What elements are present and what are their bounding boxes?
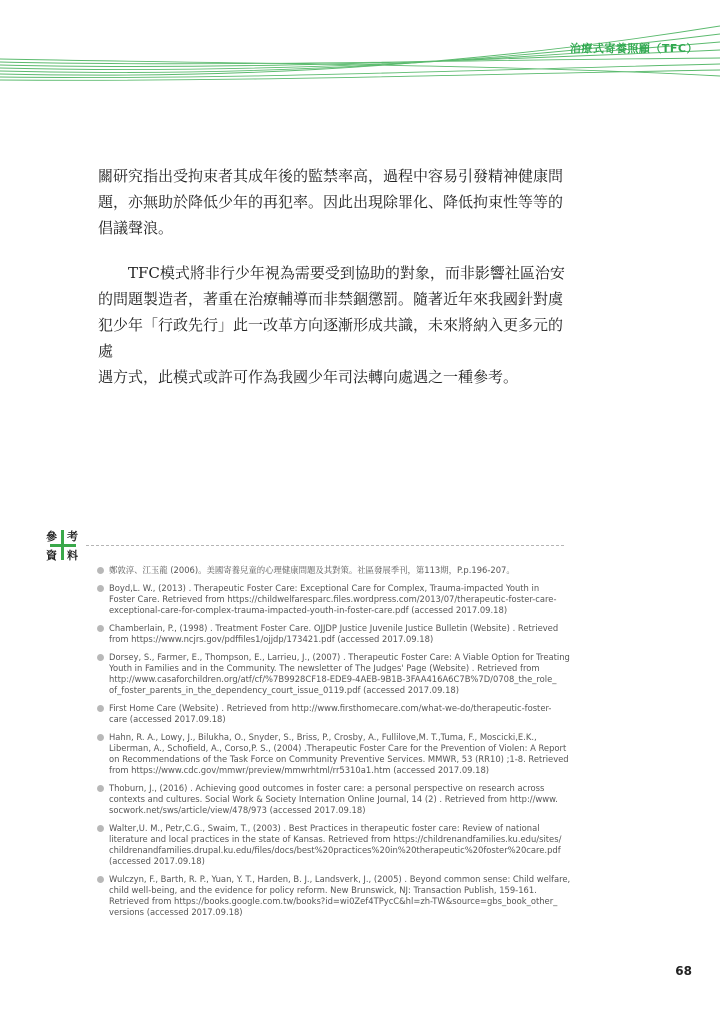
paragraph-2-line: TFC模式將非行少年視為需要受到協助的對象，而非影響社區治安 [128, 264, 565, 282]
references-divider [86, 545, 564, 546]
bullet-icon [97, 705, 104, 712]
reference-line: child well-being, and the evidence for policy reform. New Brunswick, NJ: Transaction Publish, 159-161. [109, 885, 537, 895]
reference-line: Youth in Families and in the Community. The newsletter of The Judges' Page (Website) . Retrieved from [109, 663, 540, 673]
reference-line: Wulczyn, F., Barth, R. P., Yuan, Y. T., Harden, B. J., Landsverk, J., (2005) . Beyond common sense: Child welfare, [109, 874, 571, 884]
heading-char: 參 [46, 530, 57, 543]
reference-line: versions (accessed 2017.09.18) [109, 907, 243, 917]
reference-line: childrenandfamilies.drupal.ku.edu/files/docs/best%20practices%20in%20therapeutic%20foster%20care.pdf [109, 845, 561, 855]
reference-line: (accessed 2017.09.18) [109, 856, 205, 866]
reference-item [97, 623, 567, 645]
reference-line: Liberman, A., Schofield, A., Corso,P. S., (2004) .Therapeutic Foster Care for the Prevention of Violen: A Report [109, 743, 567, 753]
bullet-icon [97, 625, 104, 632]
reference-line: Walter,U. M., Petr,C.G., Swaim, T., (2003) . Best Practices in therapeutic foster care: Review of national [109, 823, 540, 833]
reference-line: Foster Care. Retrieved from https://childwelfaresparc.files.wordpress.com/2013/07/therapeutic-foster-care- [109, 594, 557, 604]
reference-item [97, 874, 571, 918]
reference-line: Chamberlain, P., (1998) . Treatment Foster Care. OJJDP Justice Juvenile Justice Bulletin (Website) . Retrieved [109, 623, 559, 633]
reference-line: exceptional-care-for-complex-trauma-impacted-youth-in-foster-care.pdf (accessed 2017.09.18) [109, 605, 508, 615]
reference-line: Dorsey, S., Farmer, E., Thompson, E., Larrieu, J., (2007) . Therapeutic Foster Care: A Viable Option for Treating [109, 652, 570, 662]
running-header-title: 治療式寄養照顧（TFC） [569, 42, 698, 55]
body-paragraph-1: 關研究指出受拘束者其成年後的監禁率高，過程中容易引發精神健康問題，亦無助於降低少年的再犯率。因此出現除罪化、降低拘束性等等的倡議聲浪。 [98, 167, 564, 237]
reference-item [97, 823, 567, 867]
reference-line: literature and local practices in the state of Kansas. Retrieved from https://childrenandfamilies.ku.edu/sites/ [109, 834, 562, 844]
bullet-icon [97, 876, 104, 883]
reference-item [97, 783, 567, 816]
bullet-icon [97, 654, 104, 661]
reference-item [97, 732, 567, 776]
reference-line: Retrieved from https://books.google.com.tw/books?id=wi0Zef4TPycC&hl=zh-TW&source=gbs_book_other_ [109, 896, 558, 906]
reference-line: http://www.casaforchildren.org/atf/cf/%7B9928CF18-EDE9-4AEB-9B1B-3FAA416A6C7B%7D/0708_the_role_ [109, 674, 557, 684]
bullet-icon [97, 785, 104, 792]
reference-line: 鄭敦淳、江玉龍 (2006)。美國寄養兒童的心理健康問題及其對策。社區發展季刊，第113期，P.p.196-207。 [109, 565, 515, 575]
references-heading [44, 528, 84, 562]
heading-char: 料 [67, 549, 78, 562]
reference-item [97, 583, 567, 616]
bullet-icon [97, 585, 104, 592]
reference-line: Hahn, R. A., Lowy, J., Bilukha, O., Snyder, S., Briss, P., Crosby, A., Fullilove,M. T.,Tuma, F., Moscicki,E.K., [109, 732, 537, 742]
reference-line: on Recommendations of the Task Force on Community Preventive Services. MMWR, 53 (RR10) ;1-8. Retrieved [109, 754, 569, 764]
reference-line: from https://www.cdc.gov/mmwr/preview/mmwrhtml/rr5310a1.htm (accessed 2017.09.18) [109, 765, 490, 775]
paragraph-2-line: 犯少年「行政先行」此一改革方向逐漸形成共識，未來將納入更多元的處 [98, 316, 564, 360]
reference-line: socwork.net/sws/article/view/478/973 (accessed 2017.09.18) [109, 805, 366, 815]
reference-list [97, 565, 571, 925]
bullet-icon [97, 567, 104, 574]
heading-char: 考 [67, 530, 78, 543]
page-number: 68 [675, 964, 692, 978]
reference-line: First Home Care (Website) . Retrieved from http://www.firsthomecare.com/what-we-do/therapeutic-foster- [109, 703, 552, 713]
reference-line: of_foster_parents_in_the_dependency_court_issue_0119.pdf (accessed 2017.09.18) [109, 685, 459, 695]
heading-char: 資 [46, 549, 57, 562]
reference-item [97, 565, 567, 576]
paragraph-2-line: 遇方式，此模式或許可作為我國少年司法轉向處遇之一種參考。 [98, 368, 519, 386]
reference-line: care (accessed 2017.09.18) [109, 714, 226, 724]
reference-line: Thoburn, J., (2016) . Achieving good outcomes in foster care: a personal perspective on research across [109, 783, 545, 793]
bullet-icon [97, 734, 104, 741]
reference-line: Boyd,L. W., (2013) . Therapeutic Foster Care: Exceptional Care for Complex, Trauma-impacted Youth in [109, 583, 540, 593]
body-paragraph-2 [98, 260, 568, 390]
paragraph-2-line: 的問題製造者，著重在治療輔導而非禁錮懲罰。隨著近年來我國針對虞 [98, 290, 564, 308]
reference-item [97, 652, 570, 696]
bullet-icon [97, 825, 104, 832]
reference-item [97, 703, 567, 725]
reference-line: from https://www.ncjrs.gov/pdffiles1/ojjdp/173421.pdf (accessed 2017.09.18) [109, 634, 434, 644]
reference-line: contexts and cultures. Social Work & Society Internation Online Journal, 14 (2) . Retrieved from http://www. [109, 794, 558, 804]
